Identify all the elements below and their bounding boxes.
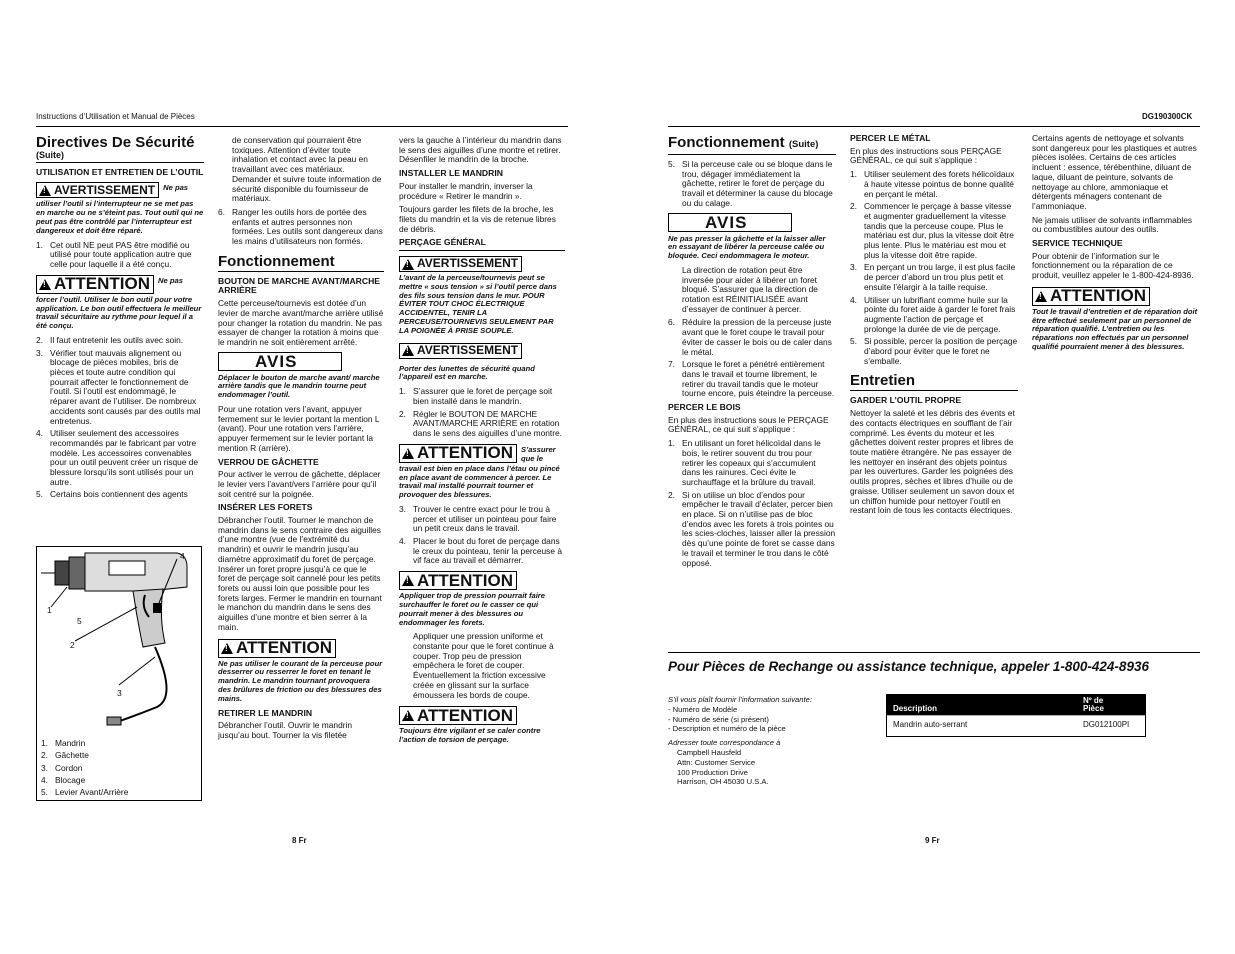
list-1 xyxy=(36,241,204,270)
warning-text: Porter des lunettes de sécurité quand l’appareil est en marche. xyxy=(399,363,535,382)
avis-text: Déplacer le bouton de marche avant/ marche arrière tandis que le mandrin tourne peut endommager l’outil. xyxy=(218,372,380,400)
col-description: Description xyxy=(893,704,938,713)
part-item: 2. Gâchette xyxy=(41,750,89,761)
warning-triangle-icon xyxy=(39,279,51,290)
paragraph: Pour obtenir de l’information sur le fonctionnement ou la réparation de ce produit, veuillez appeler le 1-800-424-8936. xyxy=(1032,250,1194,281)
address-line: Campbell Hausfeld xyxy=(677,747,742,757)
paragraph: Débrancher l’outil. Tourner le manchon de mandrin dans le sens contraire des aiguilles d’une montre (vue de l’extrémité du mandrin) et ouvrir le mandrin jusqu’au diamètre approximatif du foret de perçage. Insérer un foret propre jusqu’à ce que le foret de perçage soit cannelé pour les petits forets ou aussi loin que possible pour les forets larges. Fermer le mandrin en tournant le manchon du mandrin dans le sens des aiguilles d’une montre et bien serrer à la main. xyxy=(218,515,382,632)
column-4 xyxy=(668,134,836,571)
list-drilling-2 xyxy=(399,505,565,566)
paragraph: Certains agents de nettoyage et solvants sont dangereux pour les plastiques et autres pièces isolées. Certains de ces articles incluent : essence, térébenthine, diluant de laque, diluant de peinture, solvants de nettoyage au chlore, ammoniaque et détergents ménagers contenant de l’ammoniaque. xyxy=(1032,133,1197,211)
list-6-7 xyxy=(668,318,836,399)
avertissement-badge: ! AVERTISSEMENT xyxy=(399,343,522,359)
fig-label-5: 5 xyxy=(77,616,82,626)
list-wood xyxy=(668,439,836,568)
list-item: 4. Placer le bout du foret de perçage dans le creux du pointeau, tenir la perceuse à vif face au travail et démarrer. xyxy=(399,536,562,566)
avis-badge: AVIS xyxy=(218,352,342,371)
avertissement-badge: ! AVERTISSEMENT xyxy=(36,182,159,198)
paragraph: Débrancher l’outil. Ouvrir le mandrin jusqu’au bout. Tourner la vis filetée xyxy=(218,720,353,740)
paragraph: Appliquer une pression uniforme et constante pour que le foret continue à couper. Trop peu de pression empêchera le foret de couper. Éventuellement la friction excessive créée en glissant sur la surface émoussera les bords de coupe. xyxy=(413,631,554,700)
address-line: Harrison, OH 45030 U.S.A. xyxy=(677,777,769,787)
attention-text: Toujours être vigilant et se caler contre l’action de torsion de perçage. xyxy=(399,726,541,745)
subheading-keep-clean: GARDER L’OUTIL PROPRE xyxy=(850,395,962,406)
address-line: Attn: Customer Service xyxy=(677,757,756,767)
list-item: 3. En perçant un trou large, il est plus facile de percer d’abord un trou plus petit et ensuite l’élargir à la taille requise. xyxy=(850,262,1016,292)
column-3 xyxy=(399,136,565,750)
avis-text: Ne pas presser la gâchette et la laisser aller en essayant de libérer la perceuse calée ou bloquée. Ceci endommagera le moteur. xyxy=(668,233,826,261)
section-title-maintenance: Entretien xyxy=(850,372,1018,391)
column-2 xyxy=(218,136,384,745)
warning-triangle-icon xyxy=(402,575,414,586)
info-item: - Numéro de Modèle xyxy=(668,704,738,714)
attention-badge: ! ATTENTION xyxy=(399,571,517,590)
part-item: 4. Blocage xyxy=(41,774,86,785)
paragraph: Cette perceuse/tournevis est dotée d’un levier de marche avant/marche arrière utilisé pour changer la rotation du mandrin. Ne pas essayer de changer la rotation à moins que le mandrin ne soit entièrement arrêté. xyxy=(218,298,384,347)
table-row xyxy=(887,715,1145,736)
attention-force: ! ATTENTION Ne pas xyxy=(36,273,204,296)
paragraph: de conservation qui pourraient être toxiques. Attention d’éviter toute inhalation et contact avec la peau en travaillant avec ces matériaux. Demander et suivre toute information de sécurité disponible du fournisseur de matériaux. xyxy=(232,135,382,204)
parts-table xyxy=(886,694,1146,737)
part-item: 3. Cordon xyxy=(41,762,83,773)
paragraph: En plus des instructions sous PERÇAGE GÉNÉRAL, ce qui suit s’applique : xyxy=(850,145,1002,166)
subheading-metal: PERCER LE MÉTAL xyxy=(850,133,931,143)
subheading-trigger-lock: VERROU DE GÂCHETTE xyxy=(218,456,319,467)
list-item: 1. S’assurer que le foret de perçage soit bien installé dans le mandrin. xyxy=(399,386,553,406)
warning-triangle-icon xyxy=(221,643,233,654)
list-item: 2. Commencer le perçage à basse vitesse et augmenter graduellement la vitesse tandis que la perceuse coupe. Plus le matériau est dur, plus la vitesse doit être plus lente. Plus le matériau est mou et plus la vitesse doit être rapide. xyxy=(850,201,1014,260)
list-drilling xyxy=(399,387,565,439)
list-item: 7. Lorsque le foret a pénétré entièrement dans le travail et tourne librement, le retirer du travail tandis que le moteur tourne encore, puis éteindre la perceuse. xyxy=(668,359,835,399)
info-intro: S’il vous plaît fournir l’information suivante: xyxy=(668,695,812,704)
list-item: 2. Régler le BOUTON DE MARCHE AVANT/MARCHE ARRIÈRE en rotation dans le sens des aiguilles d’une montre. xyxy=(399,408,562,439)
attention-text: Ne pas utiliser le courant de la perceuse pour desserrer ou resserrer le foret en tenant le mandrin. Le mandrin tournant provoquera des brûlures de friction ou des blessures des mains. xyxy=(218,658,383,703)
subheading-install-chuck: INSTALLER LE MANDRIN xyxy=(399,168,503,179)
warning-switch: ! AVERTISSEMENT Ne pas xyxy=(36,180,204,200)
attention-force-text: forcer l’outil. Utiliser le bon outil pour votre application. Le bon outil effectuera le meilleur travail sécuritaire au rythme pour lequel il a été conçu. xyxy=(36,294,202,331)
attention-text: Appliquer trop de pression pourrait faire surchauffer le foret ou le casser ce qui pourrait mener à des blessures ou endommager les forets. xyxy=(399,591,545,627)
table-header xyxy=(887,695,1145,715)
fig-label-2: 2 xyxy=(70,640,75,650)
avis-badge: AVIS xyxy=(668,213,792,232)
page-number-right: 9 Fr xyxy=(925,836,940,845)
paragraph: Pour une rotation vers l’avant, appuyer fermement sur le levier portant la mention L (avant). Pour une rotation vers l’arrière, appuyer fermement sur le levier portant la mention R (arrière). xyxy=(218,404,380,453)
warning-text: L’avant de la perceuse/tournevis peut se mettre « sous tension » si l’outil perce dans des fils sous tension dans le mur. POUR ÉVITER TOUT CHOC ÉLECTRIQUE ACCIDENTEL, TENIR LA PERCEUSE/TOURNEVIS SEULEMENT PAR LA POIGNÉE À PRISE SOUPLE. xyxy=(399,273,557,335)
parts-list xyxy=(41,737,128,798)
header-model: DG190300CK xyxy=(1142,112,1193,121)
info-block xyxy=(668,695,812,787)
attention-text: travail est bien en place dans l’étau ou pincé en place avant de commencer à percer. Le travail mal installé pourrait tourner et provoquer des blessures. xyxy=(399,463,560,500)
list-item: 1. Utiliser seulement des forets hélicoïdaux à haute vitesse pointus de bonne qualité en perçant le métal. xyxy=(850,169,1015,199)
paragraph: Ne jamais utiliser de solvants inflammables ou combustibles autour des outils. xyxy=(1032,214,1193,235)
section-suite: (Suite) xyxy=(36,151,204,163)
list-item: 5. Si possible, percer la position de perçage d’abord pour éviter que le foret ne s’emballe. xyxy=(850,336,1018,366)
column-5 xyxy=(850,134,1018,520)
subheading-forward-reverse: BOUTON DE MARCHE AVANT/MARCHE ARRIÈRE xyxy=(218,275,381,296)
warning-triangle-icon xyxy=(1035,291,1047,302)
list-5 xyxy=(668,160,836,209)
section-title-operation: Fonctionnement xyxy=(218,253,384,272)
paragraph: Pour installer le mandrin, inverser la procédure « Retirer le mandrin ». xyxy=(399,180,533,201)
list-item: 4. Utiliser seulement des accessoires recommandés par le fabricant par votre modèle. Les accessoires convenables pour un outil peuvent créer un risque de blessure lorsqu’ils sont utilisés pour un autre. xyxy=(36,428,199,487)
paragraph: La direction de rotation peut être inversée pour aider à libérer un foret bloqué. S’assurer que la direction de rotation est RÉINITIALISÉE avant d’essayer de continuer à percer. xyxy=(682,264,818,314)
info-item: - Numéro de série (si présent) xyxy=(668,714,769,724)
cell-part-number: DG012100PI xyxy=(1083,720,1130,729)
list-item: 1. Cet outil NE peut PAS être modifié ou utilisé pour toute application autre que celle pour laquelle il a été conçu. xyxy=(36,239,192,269)
fig-label-4: 4 xyxy=(180,551,185,561)
column-1 xyxy=(36,134,204,503)
subheading-insert-bits: INSÉRER LES FORETS xyxy=(218,502,313,513)
paragraph: En plus des instructions sous le PERÇAGE GÉNÉRAL, ce qui suit s’applique : xyxy=(668,414,829,435)
info-item: - Description et numéro de la pièce xyxy=(668,724,786,734)
section-title-operation-cont: Fonctionnement (Suite) xyxy=(668,134,836,155)
attention-badge: ! ATTENTION xyxy=(399,444,517,463)
part-item: 5. Levier Avant/Arrière xyxy=(41,787,129,798)
subheading-use-care: UTILISATION ET ENTRETIEN DE L’OUTIL xyxy=(36,166,204,177)
paragraph: Pour activer le verrou de gâchette, déplacer le levier vers l’avant/vers l’arrière pour qu’il soit centré sur la poignée. xyxy=(218,469,381,499)
attention-badge: ! ATTENTION xyxy=(218,639,336,658)
fig-label-3: 3 xyxy=(117,688,122,698)
paragraph: Nettoyer la saleté et les débris des évents et des contacts électriques en soufflant de l’air comprimé. Les évents du moteur et les gâchettes doivent rester propres et libres de toute matière étrangère. Ne pas essayer de les nettoyer en insérant des objets pointus par les ouvertures. Garder les poignées des outils propres, sèches et libres d’huile ou de graisse. Utiliser seulement un savon doux et un chiffon humide pour nettoyer l’outil en restant loin de tous les contacts électriques. xyxy=(850,408,1015,516)
subheading-general-drilling: PERÇAGE GÉNÉRAL xyxy=(399,238,565,251)
header-rule-right xyxy=(668,126,1200,127)
attention-text: Tout le travail d’entretien et de réparation doit être effectué seulement par un personnel de réparation qualifié. L’entretien ou les réparations non effectués par un personnel qualifié pourraient mener à des blessures. xyxy=(1032,306,1198,352)
attention-badge: ! ATTENTION xyxy=(1032,287,1150,306)
attention-badge: ! ATTENTION xyxy=(399,706,517,725)
subheading-remove-chuck: RETIRER LE MANDRIN xyxy=(218,707,313,718)
attention-workpiece: ! ATTENTION S’assurer que le xyxy=(399,442,565,465)
list-item: 4. Utiliser un lubrifiant comme huile sur la pointe du foret aide à garder le foret frais augmente l’action de perçage et prolonge la durée de vie de perçage. xyxy=(850,294,1016,334)
list-item: 2. Il faut entretenir les outils avec soin. xyxy=(36,334,184,345)
header-rule-left xyxy=(36,126,568,127)
warning-switch-text: utiliser l’outil si l’interrupteur ne se met pas en marche ou ne s’éteint pas. Tout outil qui ne peut pas être contrôlé par l’interrupteur est dangereux et doit être réparé. xyxy=(36,199,204,235)
list-2 xyxy=(36,336,204,500)
list-item: 6. Ranger les outils hors de portée des enfants et autres personnes non formées. Les outils sont dangereux dans les mains d’utilisateurs non formés. xyxy=(218,206,383,247)
list-item: 5. Si la perceuse cale ou se bloque dans le trou, dégager immédiatement la gâchette, retirer le foret de perçage du travail et déterminer la cause du blocage ou du calage. xyxy=(668,159,833,208)
part-item: 1. Mandrin xyxy=(41,738,86,748)
parts-service-banner: Pour Pièces de Rechange ou assistance technique, appeler 1-800-424-8936 xyxy=(668,659,1149,674)
paragraph: vers la gauche à l’intérieur du mandrin dans le sens des aiguilles d’une montre et retirer. Désenfiler le mandrin de la broche. xyxy=(399,135,562,165)
warning-triangle-icon xyxy=(402,345,414,356)
column-6 xyxy=(1032,134,1200,357)
banner-rule xyxy=(668,652,1200,653)
list-metal xyxy=(850,170,1018,366)
list-item: 3. Vérifier tout mauvais alignement ou blocage de pièces mobiles, bris de pièces et toute autre condition qui pourrait affecter le fonctionnement de l’outil. Si l’outil est endommagé, le réparer avant de l’utiliser. De nombreux accidents sont causés par des outils mal entretenus. xyxy=(36,347,201,426)
cell-description: Mandrin auto-serrant xyxy=(893,720,968,729)
warning-triangle-icon xyxy=(402,448,414,459)
attention-badge: ! ATTENTION xyxy=(36,275,154,294)
warning-triangle-icon xyxy=(39,185,51,196)
avertissement-badge: ! AVERTISSEMENT xyxy=(399,256,522,272)
list-6 xyxy=(218,208,384,247)
list-item: 2. Si on utilise un bloc d’endos pour empêcher le travail d’éclater, percer bien en place. Si on n’utilise pas de bloc d’endos avec les forets à trois pointes ou les scies-cloches, laisser aller la pression dès qu’une pointe de foret se casse dans le travail et terminer le trou dans le côté opposé. xyxy=(668,489,836,568)
drill-figure xyxy=(36,546,202,801)
col-part-number: Nº de Pièce xyxy=(1083,696,1104,713)
list-item: 1. En utilisant un foret hélicoïdal dans le bois, le retirer souvent du trou pour retirer les copeaux qui s’accumulent dans les rainures. Ceci évite le surchauffage et la brûlure du travail. xyxy=(668,438,821,487)
paragraph: Toujours garder les filets de la broche, les filets du mandrin et la vis de retenue libres de débris. xyxy=(399,204,556,234)
address-intro: Adresser toute correspondance à xyxy=(668,738,781,748)
address-line: 100 Production Drive xyxy=(677,767,748,777)
warning-triangle-icon xyxy=(402,710,414,721)
header-left: Instructions d’Utilisation et Manual de Pièces xyxy=(36,112,195,121)
page-number-left: 8 Fr xyxy=(292,836,307,845)
subheading-service: SERVICE TECHNIQUE xyxy=(1032,238,1123,249)
list-item: 5. Certains bois contiennent des agents xyxy=(36,489,188,500)
drill-illustration xyxy=(37,547,201,732)
warning-triangle-icon xyxy=(402,259,414,270)
subheading-wood: PERCER LE BOIS xyxy=(668,402,741,413)
fig-label-1: 1 xyxy=(47,605,52,615)
list-item: 3. Trouver le centre exact pour le trou à percer et utiliser un pointeau pour faire un petit creux dans le travail. xyxy=(399,503,557,534)
list-item: 6. Réduire la pression de la perceuse juste avant que le foret coupe le travail pour éviter de casser le bois ou de caler dans le métal. xyxy=(668,317,832,357)
section-title-safety: Directives De Sécurité xyxy=(36,134,195,151)
